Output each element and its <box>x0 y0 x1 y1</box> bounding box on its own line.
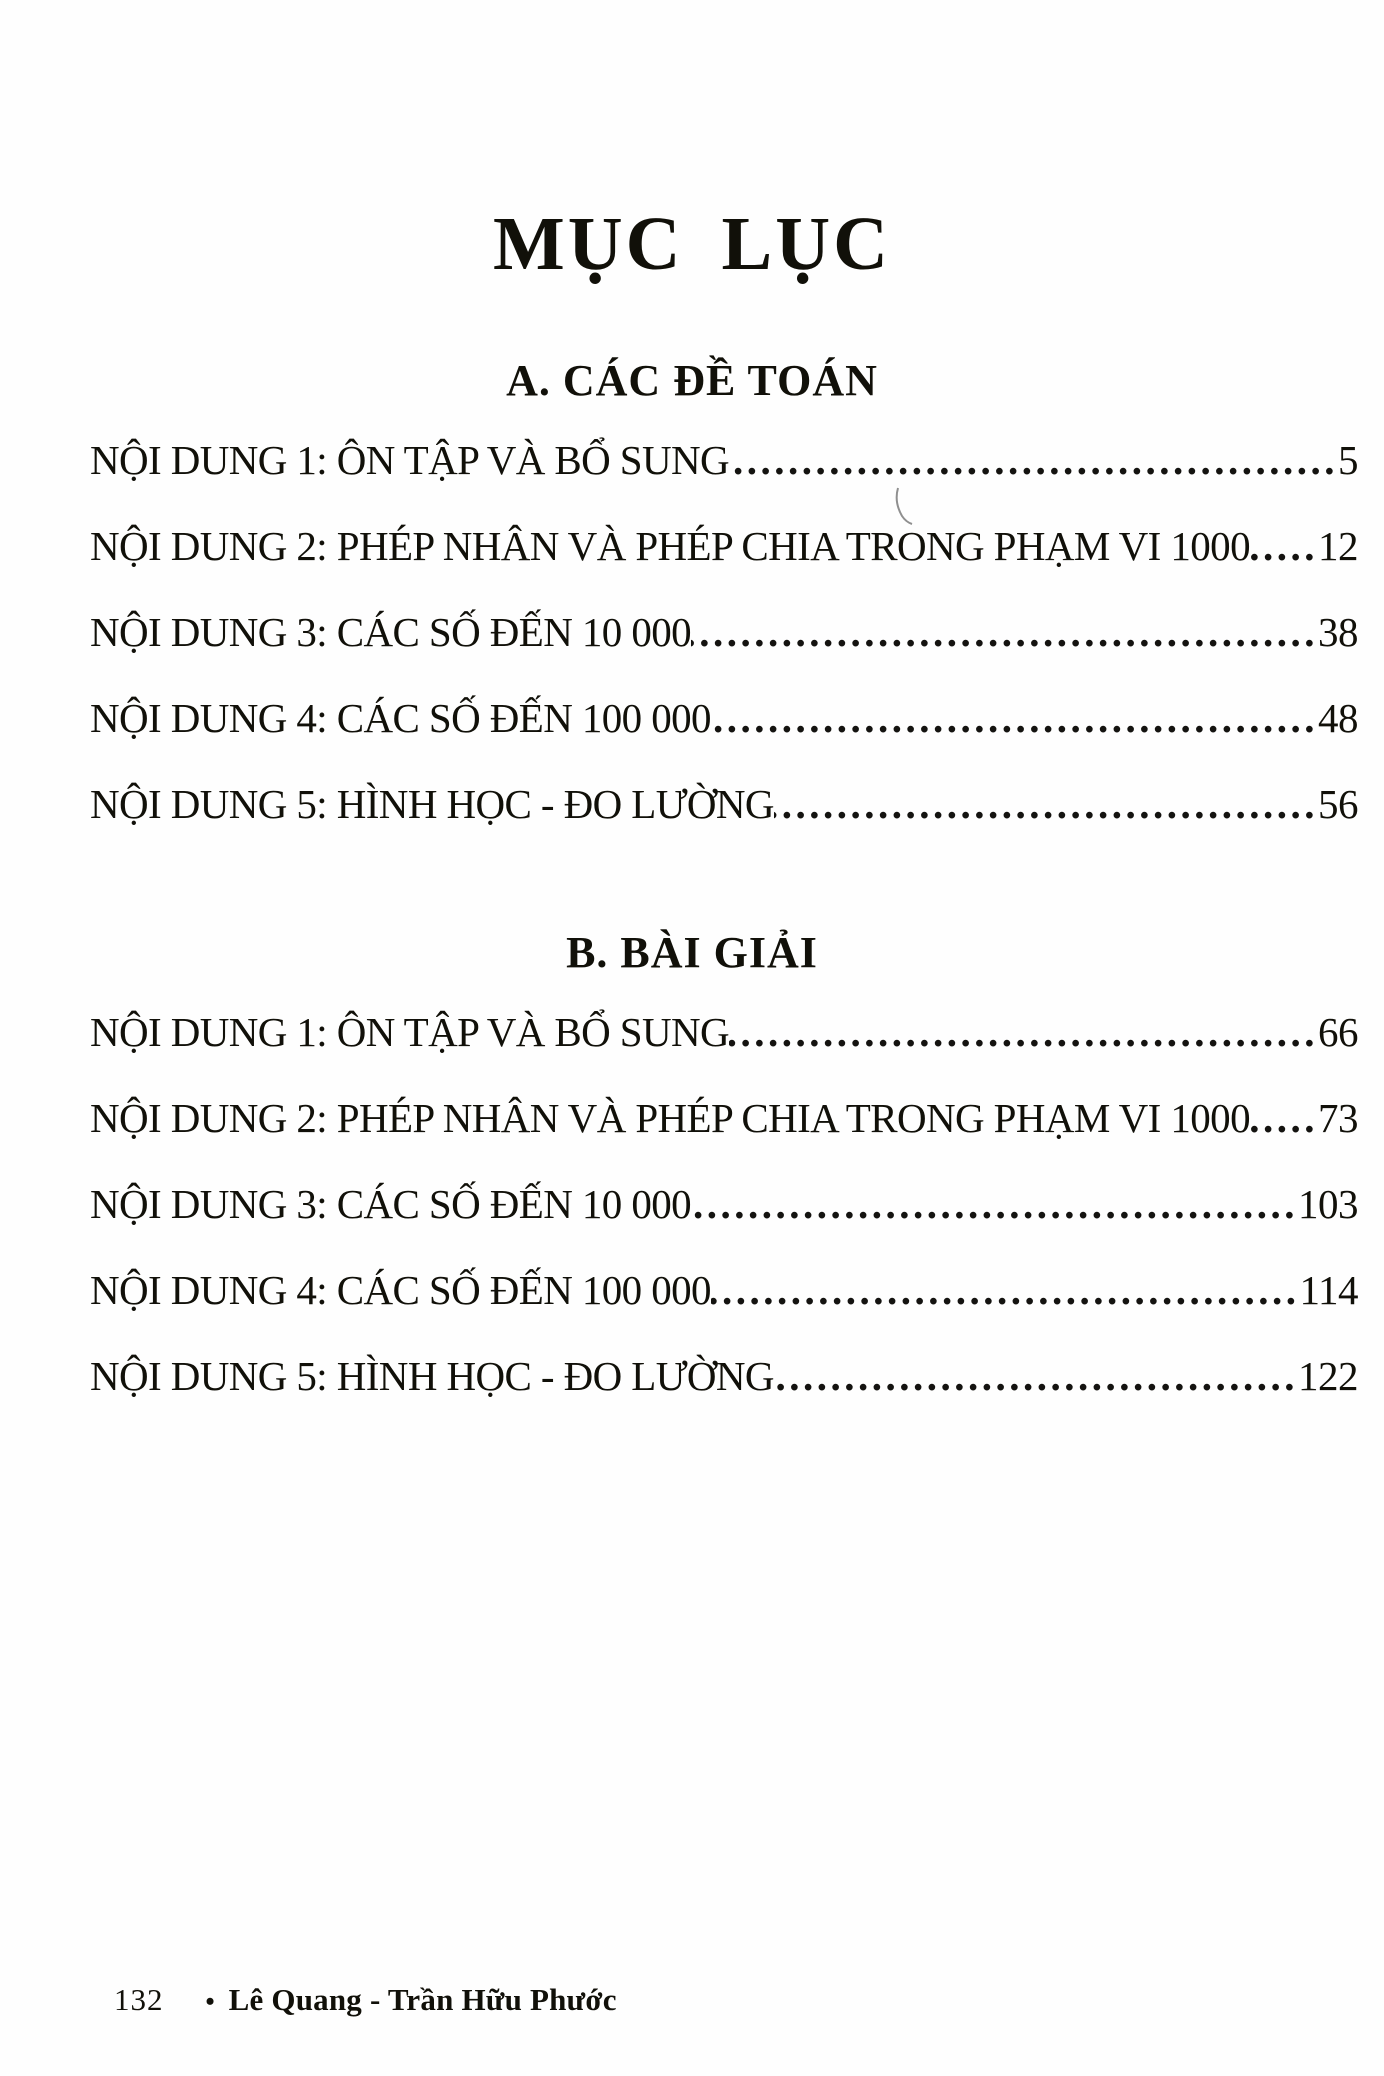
toc-entry-label: NỘI DUNG 4: CÁC SỐ ĐẾN 100 000 <box>90 695 711 742</box>
toc-entry-label: NỘI DUNG 5: HÌNH HỌC - ĐO LƯỜNG <box>90 1353 774 1400</box>
toc-entry-label: NỘI DUNG 3: CÁC SỐ ĐẾN 10 000 <box>90 1181 692 1228</box>
toc-entry-label: NỘI DUNG 5: HÌNH HỌC - ĐO LƯỜNG <box>90 781 774 828</box>
toc-dotted-leader <box>774 1353 1298 1400</box>
page-title: MỤC LỤC <box>493 202 891 286</box>
toc-entry-page: 66 <box>1318 1008 1358 1055</box>
toc-dotted-leader <box>1250 523 1318 570</box>
toc-entry-label: NỘI DUNG 4: CÁC SỐ ĐẾN 100 000 <box>90 1267 711 1314</box>
footer-authors: Lê Quang - Trần Hữu Phước <box>228 1982 617 2017</box>
toc-entry-page: 48 <box>1318 695 1358 742</box>
toc-entry-label: NỘI DUNG 3: CÁC SỐ ĐẾN 10 000 <box>90 608 692 655</box>
section-a-heading: A. CÁC ĐỀ TOÁN <box>506 356 878 405</box>
toc-entry <box>90 609 1358 656</box>
toc-entry-label: NỘI DUNG 2: PHÉP NHÂN VÀ PHÉP CHIA TRONG PHẠM VI 1000 <box>90 522 1250 569</box>
toc-entry-label: NỘI DUNG 2: PHÉP NHÂN VÀ PHÉP CHIA TRONG PHẠM VI 1000 <box>90 1095 1250 1142</box>
toc-entry <box>90 1267 1358 1314</box>
toc-entry-page: 103 <box>1298 1181 1358 1228</box>
toc-entry <box>90 695 1358 742</box>
toc-dotted-leader <box>691 1181 1298 1228</box>
toc-entry-page: 73 <box>1318 1095 1358 1142</box>
toc-entry-page: 38 <box>1318 608 1358 655</box>
toc-entry-page: 122 <box>1298 1353 1358 1400</box>
toc-entry <box>90 1181 1358 1228</box>
toc-dotted-leader <box>711 695 1318 742</box>
toc-dotted-leader <box>711 1267 1300 1314</box>
toc-entry <box>90 781 1358 828</box>
toc-entry <box>90 437 1358 484</box>
toc-entry <box>90 1095 1358 1142</box>
toc-entry <box>90 1009 1358 1056</box>
toc-entry-page: 12 <box>1318 522 1358 569</box>
footer-bullet-icon: • <box>205 1987 215 2016</box>
toc-entry-page: 5 <box>1338 436 1358 483</box>
footer-folio-number: 132 <box>114 1982 164 2017</box>
page-footer <box>114 1982 617 2018</box>
toc-entry-label: NỘI DUNG 1: ÔN TẬP VÀ BỔ SUNG <box>90 1008 730 1055</box>
toc-entry-page: 56 <box>1318 781 1358 828</box>
toc-entry-page: 114 <box>1299 1267 1358 1314</box>
toc-section-b <box>90 1009 1358 1401</box>
toc-dotted-leader <box>729 437 1338 484</box>
toc-section-a <box>90 437 1358 829</box>
toc-dotted-leader <box>774 781 1318 828</box>
toc-entry <box>90 1353 1358 1400</box>
toc-entry-label: NỘI DUNG 1: ÔN TẬP VÀ BỔ SUNG <box>90 436 730 483</box>
toc-dotted-leader <box>729 1009 1318 1056</box>
toc-dotted-leader <box>1250 1095 1318 1142</box>
section-b-heading: B. BÀI GIẢI <box>566 928 818 978</box>
toc-entry <box>90 523 1358 570</box>
toc-dotted-leader <box>691 609 1318 656</box>
